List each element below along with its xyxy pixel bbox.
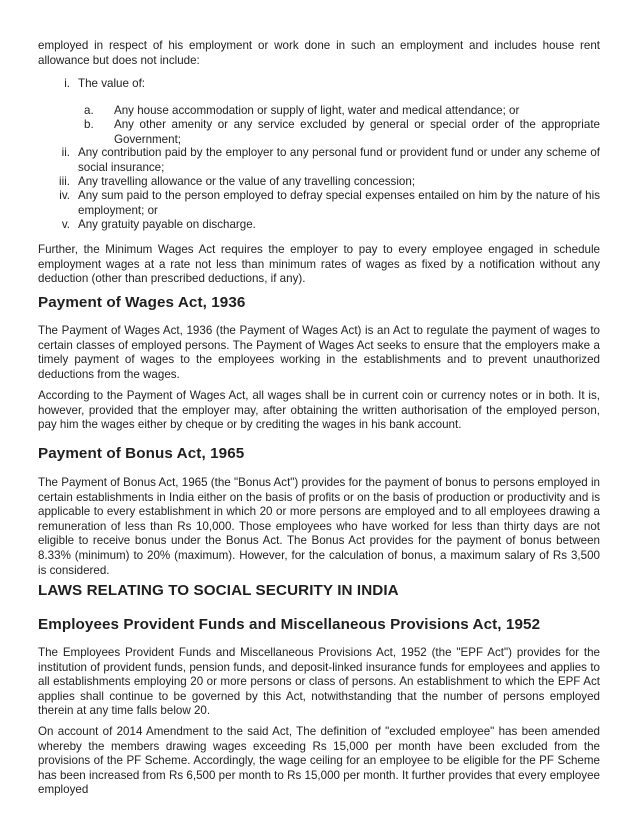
list-text: Any travelling allowance or the value of any travelling concession; [78,175,416,188]
payment-of-wages-paragraph-1: The Payment of Wages Act, 1936 (the Payment of Wages Act) is an Act to regulate the payment of wages to certain classes of employed persons. The Payment of Wages Act seeks to ensure that the employers make a timely payment of wages to the employees working in the establishments and to prevent unauthorized deductions from the wages. [38,324,600,381]
list-number: iv. [59,189,70,202]
list-text: Any contribution paid by the employer to any personal fund or provident fund or under any scheme of social insurance; [78,146,600,174]
list-text: Any sum paid to the person employed to defray special expenses entailed on him by the nature of his employment; or [78,189,600,217]
list-number: iii. [59,175,70,188]
exclusion-item-iv [38,189,600,218]
epf-act-heading: Employees Provident Funds and Miscellaneous Provisions Act, 1952 [38,616,541,633]
exclusion-item-i [38,77,600,92]
sub-list-letter: a. [84,104,94,117]
list-text: Any gratuity payable on discharge. [78,218,256,231]
payment-of-wages-paragraph-2: According to the Payment of Wages Act, all wages shall be in current coin or currency notes or in both. It is, however, provided that the employer may, after obtaining the written authorisation of the employed person, pay him the wages either by cheque or by crediting the wages in his bank account. [38,389,600,432]
payment-of-bonus-heading: Payment of Bonus Act, 1965 [38,445,245,462]
sub-list-text: Any other amenity or any service excluded by general or special order of the appropriate Government; [114,118,600,146]
sub-list-text: Any house accommodation or supply of light, water and medical attendance; or [114,104,520,117]
social-security-heading: LAWS RELATING TO SOCIAL SECURITY IN INDIA [38,582,399,599]
list-number: ii. [61,146,70,159]
payment-of-wages-heading: Payment of Wages Act, 1936 [38,294,246,311]
list-number: v. [61,218,70,231]
intro-paragraph: employed in respect of his employment or work done in such an employment and includes house rent allowance but does not include: [38,39,600,67]
list-number: i. [64,77,70,90]
sub-list-letter: b. [84,118,94,131]
exclusion-item-v [38,218,600,233]
minimum-wages-paragraph: Further, the Minimum Wages Act requires the employer to pay to every employee engaged in schedule employment wages at a rate not less than minimum rates of wages as fixed by a notification without any deduction (other than prescribed deductions, if any). [38,243,600,286]
epf-paragraph-2: On account of 2014 Amendment to the said Act, The definition of "excluded employee" has been amended whereby the members drawing wages exceeding Rs 15,000 per month have been excluded from the provisions of the PF Scheme. Accordingly, the wage ceiling for an employee to be eligible for the PF Scheme has been increased from Rs 6,500 per month to Rs 15,000 per month. It further provides that every employee employed [38,725,600,797]
exclusion-item-iii [38,175,600,190]
sub-item-a [82,104,600,119]
epf-paragraph-1: The Employees Provident Funds and Miscellaneous Provisions Act, 1952 (the "EPF Act") provides for the institution of provident funds, pension funds, and deposit-linked insurance funds for employees and applies to all establishments employing 20 or more persons or class of persons. An establishment to which the EPF Act applies shall continue to be governed by this Act, notwithstanding that the number of persons employed therein at any time falls below 20. [38,646,600,718]
list-text: The value of: [78,77,146,90]
exclusion-item-ii [38,146,600,175]
payment-of-bonus-paragraph: The Payment of Bonus Act, 1965 (the "Bonus Act") provides for the payment of bonus to persons employed in certain establishments in India either on the basis of profits or on the basis of production or productivity and is applicable to every establishment in which 20 or more persons are employed and to all employees drawing a remuneration of less than Rs 10,000. Those employees who have worked for less than thirty days are not eligible to receive bonus under the Bonus Act. The Bonus Act provides for the payment of bonus between 8.33% (minimum) to 20% (maximum). However, for the calculation of bonus, a maximum salary of Rs 3,500 is considered. [38,476,600,577]
sub-item-b [82,118,600,147]
